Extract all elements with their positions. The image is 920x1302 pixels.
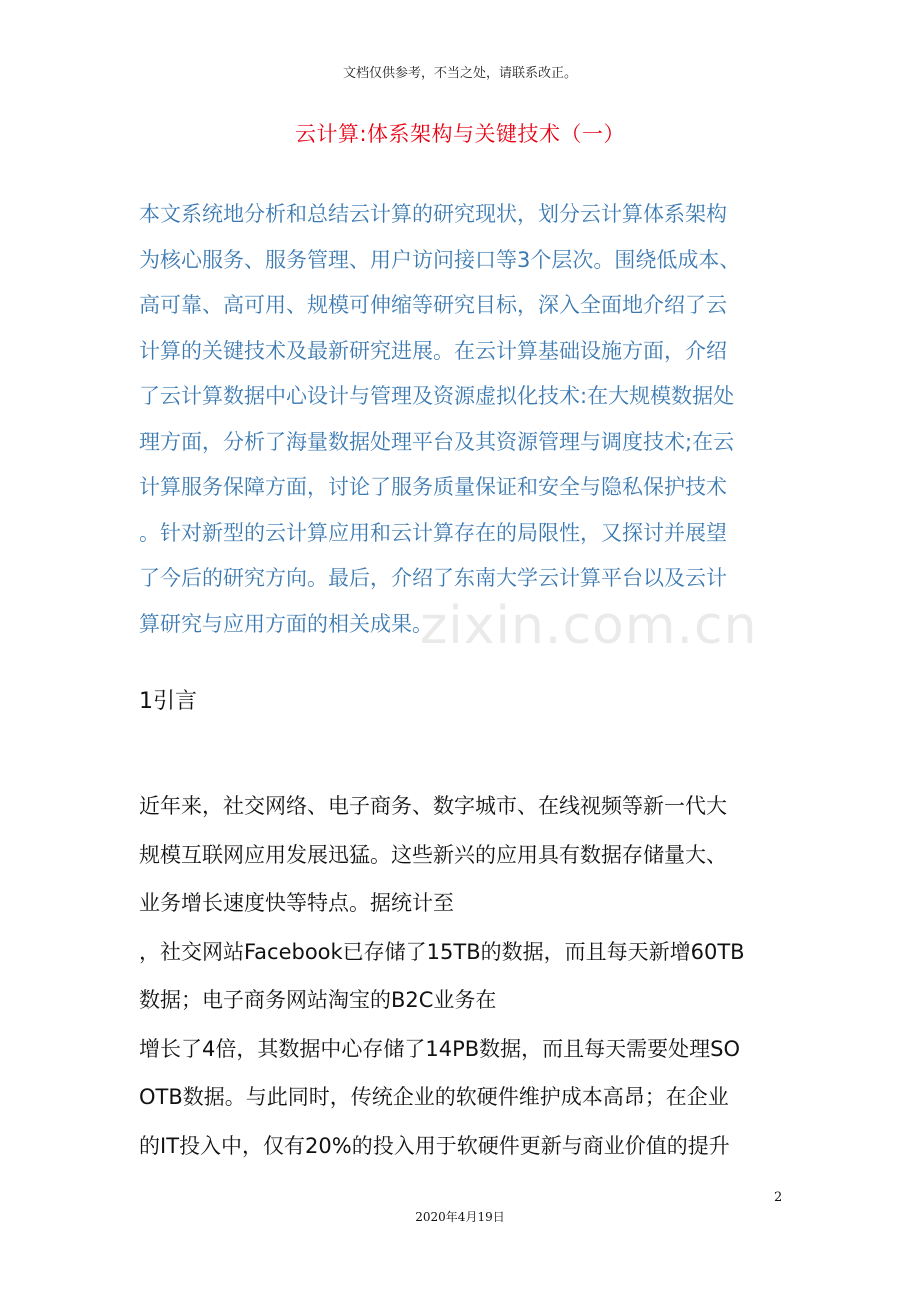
abstract-line: 理方面，分析了海量数据处理平台及其资源管理与调度技术;在云: [139, 429, 735, 454]
abstract-line: 了今后的研究方向。最后，介绍了东南大学云计算平台以及云计: [139, 566, 727, 590]
abstract-line: 本文系统地分析和总结云计算的研究现状，划分云计算体系架构: [139, 202, 727, 226]
abstract-line: 算研究与应用方面的相关成果。: [139, 611, 433, 636]
header-note: 文档仅供参考，不当之处，请联系改正。: [342, 66, 577, 81]
watermark: zixin.com.cn: [420, 596, 758, 656]
body-line: ，社交网站Facebook已存储了15TB的数据，而且每天新增60TB: [139, 939, 745, 964]
page-number: 2: [774, 1190, 783, 1205]
abstract-line: 为核心服务、服务管理、用户访问接口等3个层次。围绕低成本、: [139, 247, 741, 272]
footer-date: 2020年4月19日: [415, 1210, 505, 1224]
body-paragraph: [139, 782, 779, 1170]
abstract: [139, 192, 779, 647]
abstract-line: 计算服务保障方面，讨论了服务质量保证和安全与隐私保护技术: [139, 475, 727, 499]
body-line: 的IT投入中，仅有20%的投入用于软硬件更新与商业价值的提升: [139, 1133, 730, 1158]
body-line: OTB数据。与此同时，传统企业的软硬件维护成本高昂；在企业: [139, 1085, 729, 1109]
body-line: 近年来，社交网络、电子商务、数字城市、在线视频等新一代大: [139, 794, 727, 818]
abstract-line: 。针对新型的云计算应用和云计算存在的局限性，又探讨并展望: [139, 520, 727, 545]
body-line: 规模互联网应用发展迅猛。这些新兴的应用具有数据存储量大、: [139, 842, 727, 867]
body-line: 业务增长速度快等特点。据统计至: [139, 891, 454, 915]
abstract-line: 高可靠、高可用、规模可伸缩等研究目标，深入全面地介绍了云: [139, 293, 727, 317]
document-title: 云计算:体系架构与关键技术（一）: [294, 122, 626, 146]
abstract-line: 了云计算数据中心设计与管理及资源虚拟化技术:在大规模数据处: [139, 384, 735, 408]
body-line: 增长了4倍，其数据中心存储了14PB数据，而且每天需要处理SO: [139, 1036, 741, 1061]
abstract-line: 计算的关键技术及最新研究进展。在云计算基础设施方面，介绍: [139, 338, 727, 363]
section-heading: 1引言: [139, 689, 197, 714]
body-line: 数据；电子商务网站淘宝的B2C业务在: [139, 988, 497, 1012]
